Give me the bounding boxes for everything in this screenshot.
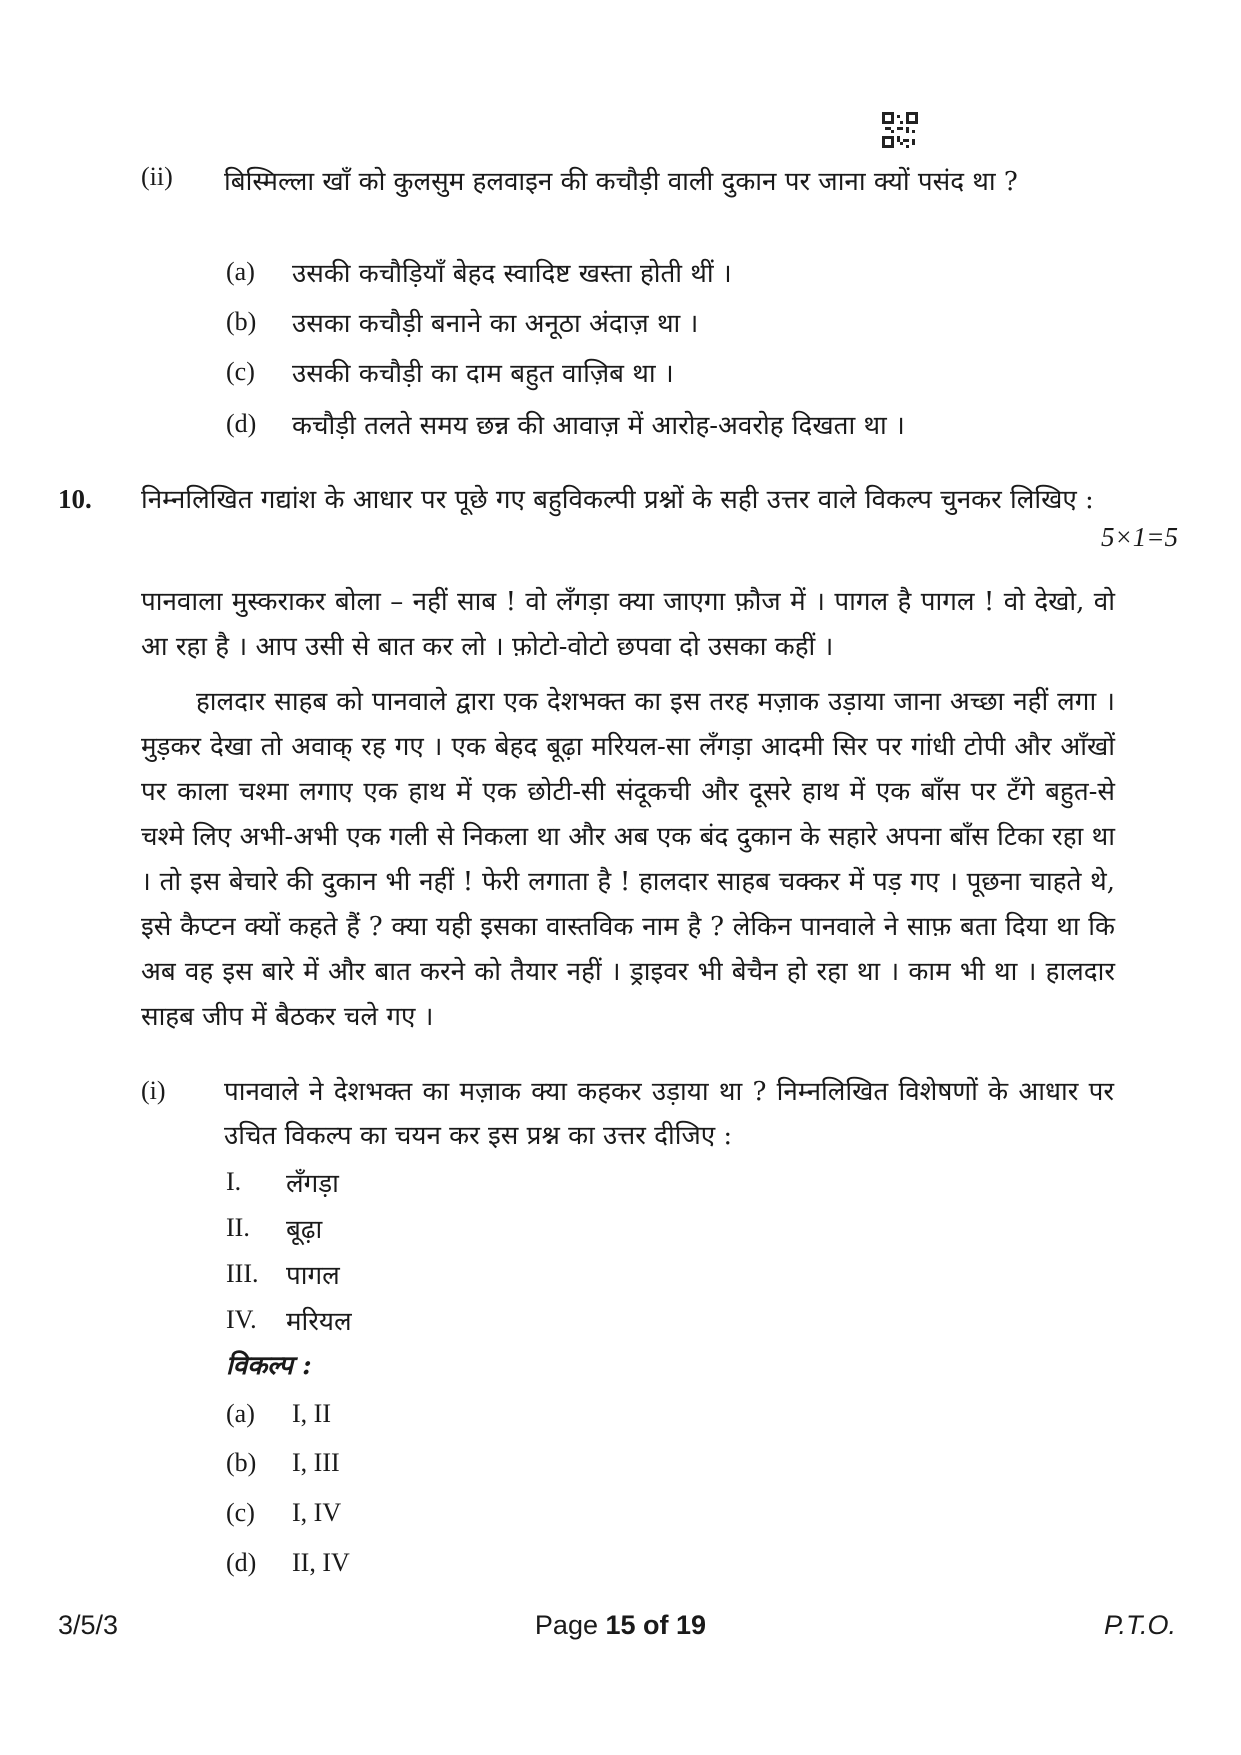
statement-text: बूढ़ा (286, 1215, 323, 1245)
option-label: (a) (226, 257, 255, 286)
option-label: (b) (226, 307, 257, 336)
option-d (226, 402, 905, 446)
statement-item (226, 1252, 340, 1296)
option-c (226, 1491, 341, 1535)
subquestion-text: बिस्मिल्ला खाँ को कुलसुम हलवाइन की कचौड़ी वाली दुकान पर जाना क्यों पसंद था ? (224, 167, 1018, 197)
option-label: (b) (226, 1448, 257, 1477)
option-label: (d) (226, 1548, 257, 1577)
statement-item (226, 1298, 352, 1342)
option-text: I, II (292, 1399, 331, 1428)
question-number: 10. (58, 484, 92, 514)
options-heading: विकल्प : (226, 1351, 312, 1381)
option-a (226, 1392, 331, 1436)
marks-allocation: 5×1=5 (1101, 522, 1178, 552)
statement-text: मरियल (286, 1307, 352, 1337)
option-text: II, IV (292, 1548, 350, 1577)
passage-paragraph-1: पानवाला मुस्कराकर बोला – नहीं साब ! वो लँगड़ा क्या जाएगा फ़ौज में । पागल है पागल ! वो देखो, वो आ रहा है । आप उसी से बात कर लो । फ़ोटो-वोटो छपवा दो उसका कहीं । (141, 587, 1115, 662)
statement-label: II. (226, 1213, 250, 1242)
option-text: कचौड़ी तलते समय छन्न की आवाज़ में आरोह-अवरोह दिखता था । (292, 411, 905, 441)
option-d (226, 1541, 350, 1585)
qr-code-icon (882, 112, 918, 148)
option-c (226, 350, 674, 394)
option-b (226, 300, 698, 344)
paper-code: 3/5/3 (58, 1610, 119, 1640)
statement-item (226, 1206, 322, 1250)
statement-text: लँगड़ा (286, 1169, 339, 1199)
statement-text: पागल (286, 1261, 340, 1291)
subquestion-text: पानवाले ने देशभक्त का मज़ाक क्या कहकर उड़ाया था ? निम्नलिखित विशेषणों के आधार पर उचित विकल्प का चयन कर इस प्रश्न का उत्तर दीजिए : (224, 1077, 1114, 1151)
option-label: (c) (226, 357, 255, 386)
subquestion-number: (i) (141, 1076, 166, 1105)
option-text: उसकी कचौड़ी का दाम बहुत वाज़िब था । (292, 359, 674, 389)
page-of: of (635, 1610, 677, 1640)
statement-label: IV. (226, 1305, 257, 1334)
option-text: I, IV (292, 1498, 342, 1527)
statement-label: I. (226, 1167, 242, 1196)
option-text: I, III (292, 1448, 340, 1477)
page-current: 15 (605, 1610, 636, 1640)
statement-label: III. (226, 1259, 259, 1288)
pto-label: P.T.O. (1103, 1610, 1176, 1640)
passage (141, 580, 1115, 1040)
option-a (226, 250, 732, 294)
subquestion-number: (ii) (141, 162, 173, 191)
option-label: (c) (226, 1498, 255, 1527)
option-label: (d) (226, 409, 257, 438)
option-label: (a) (226, 1399, 255, 1428)
option-text: उसका कचौड़ी बनाने का अनूठा अंदाज़ था । (292, 309, 699, 339)
statement-item (226, 1160, 339, 1204)
page-total: 19 (676, 1610, 707, 1640)
option-b (226, 1441, 340, 1485)
passage-paragraph-2: हालदार साहब को पानवाले द्वारा एक देशभक्त का इस तरह मज़ाक उड़ाया जाना अच्छा नहीं लगा । मुड़कर देखा तो अवाक् रह गए । एक बेहद बूढ़ा मरियल-सा लँगड़ा आदमी सिर पर गांधी टोपी और आँखों पर काला चश्मा लगाए एक हाथ में एक छोटी-सी संदूकची और दूसरे हाथ में एक बाँस पर टँगे बहुत-से चश्मे लिए अभी-अभी एक गली से निकला था और अब एक बंद दुकान के सहारे अपना बाँस टिका रहा था । तो इस बेचारे की दुकान भी नहीं ! फेरी लगाता है ! हालदार साहब चक्कर में पड़ गए । पूछना चाहते थे, इसे कैप्टन क्यों कहते हैं ? क्या यही इसका वास्तविक नाम है ? लेकिन पानवाले ने साफ़ बता दिया था कि अब वह इस बारे में और बात करने को तैयार नहीं । ड्राइवर भी बेचैन हो रहा था । काम भी था । हालदार साहब जीप में बैठकर चले गए । (141, 687, 1115, 1032)
option-text: उसकी कचौड़ियाँ बेहद स्वादिष्ट खस्ता होती थीं । (292, 259, 732, 289)
page-number (0, 1610, 1241, 1641)
page-prefix: Page (534, 1610, 606, 1640)
question-instruction: निम्नलिखित गद्यांश के आधार पर पूछे गए बहुविकल्पी प्रश्नों के सही उत्तर वाले विकल्प चुनकर लिखिए : (141, 485, 1094, 515)
